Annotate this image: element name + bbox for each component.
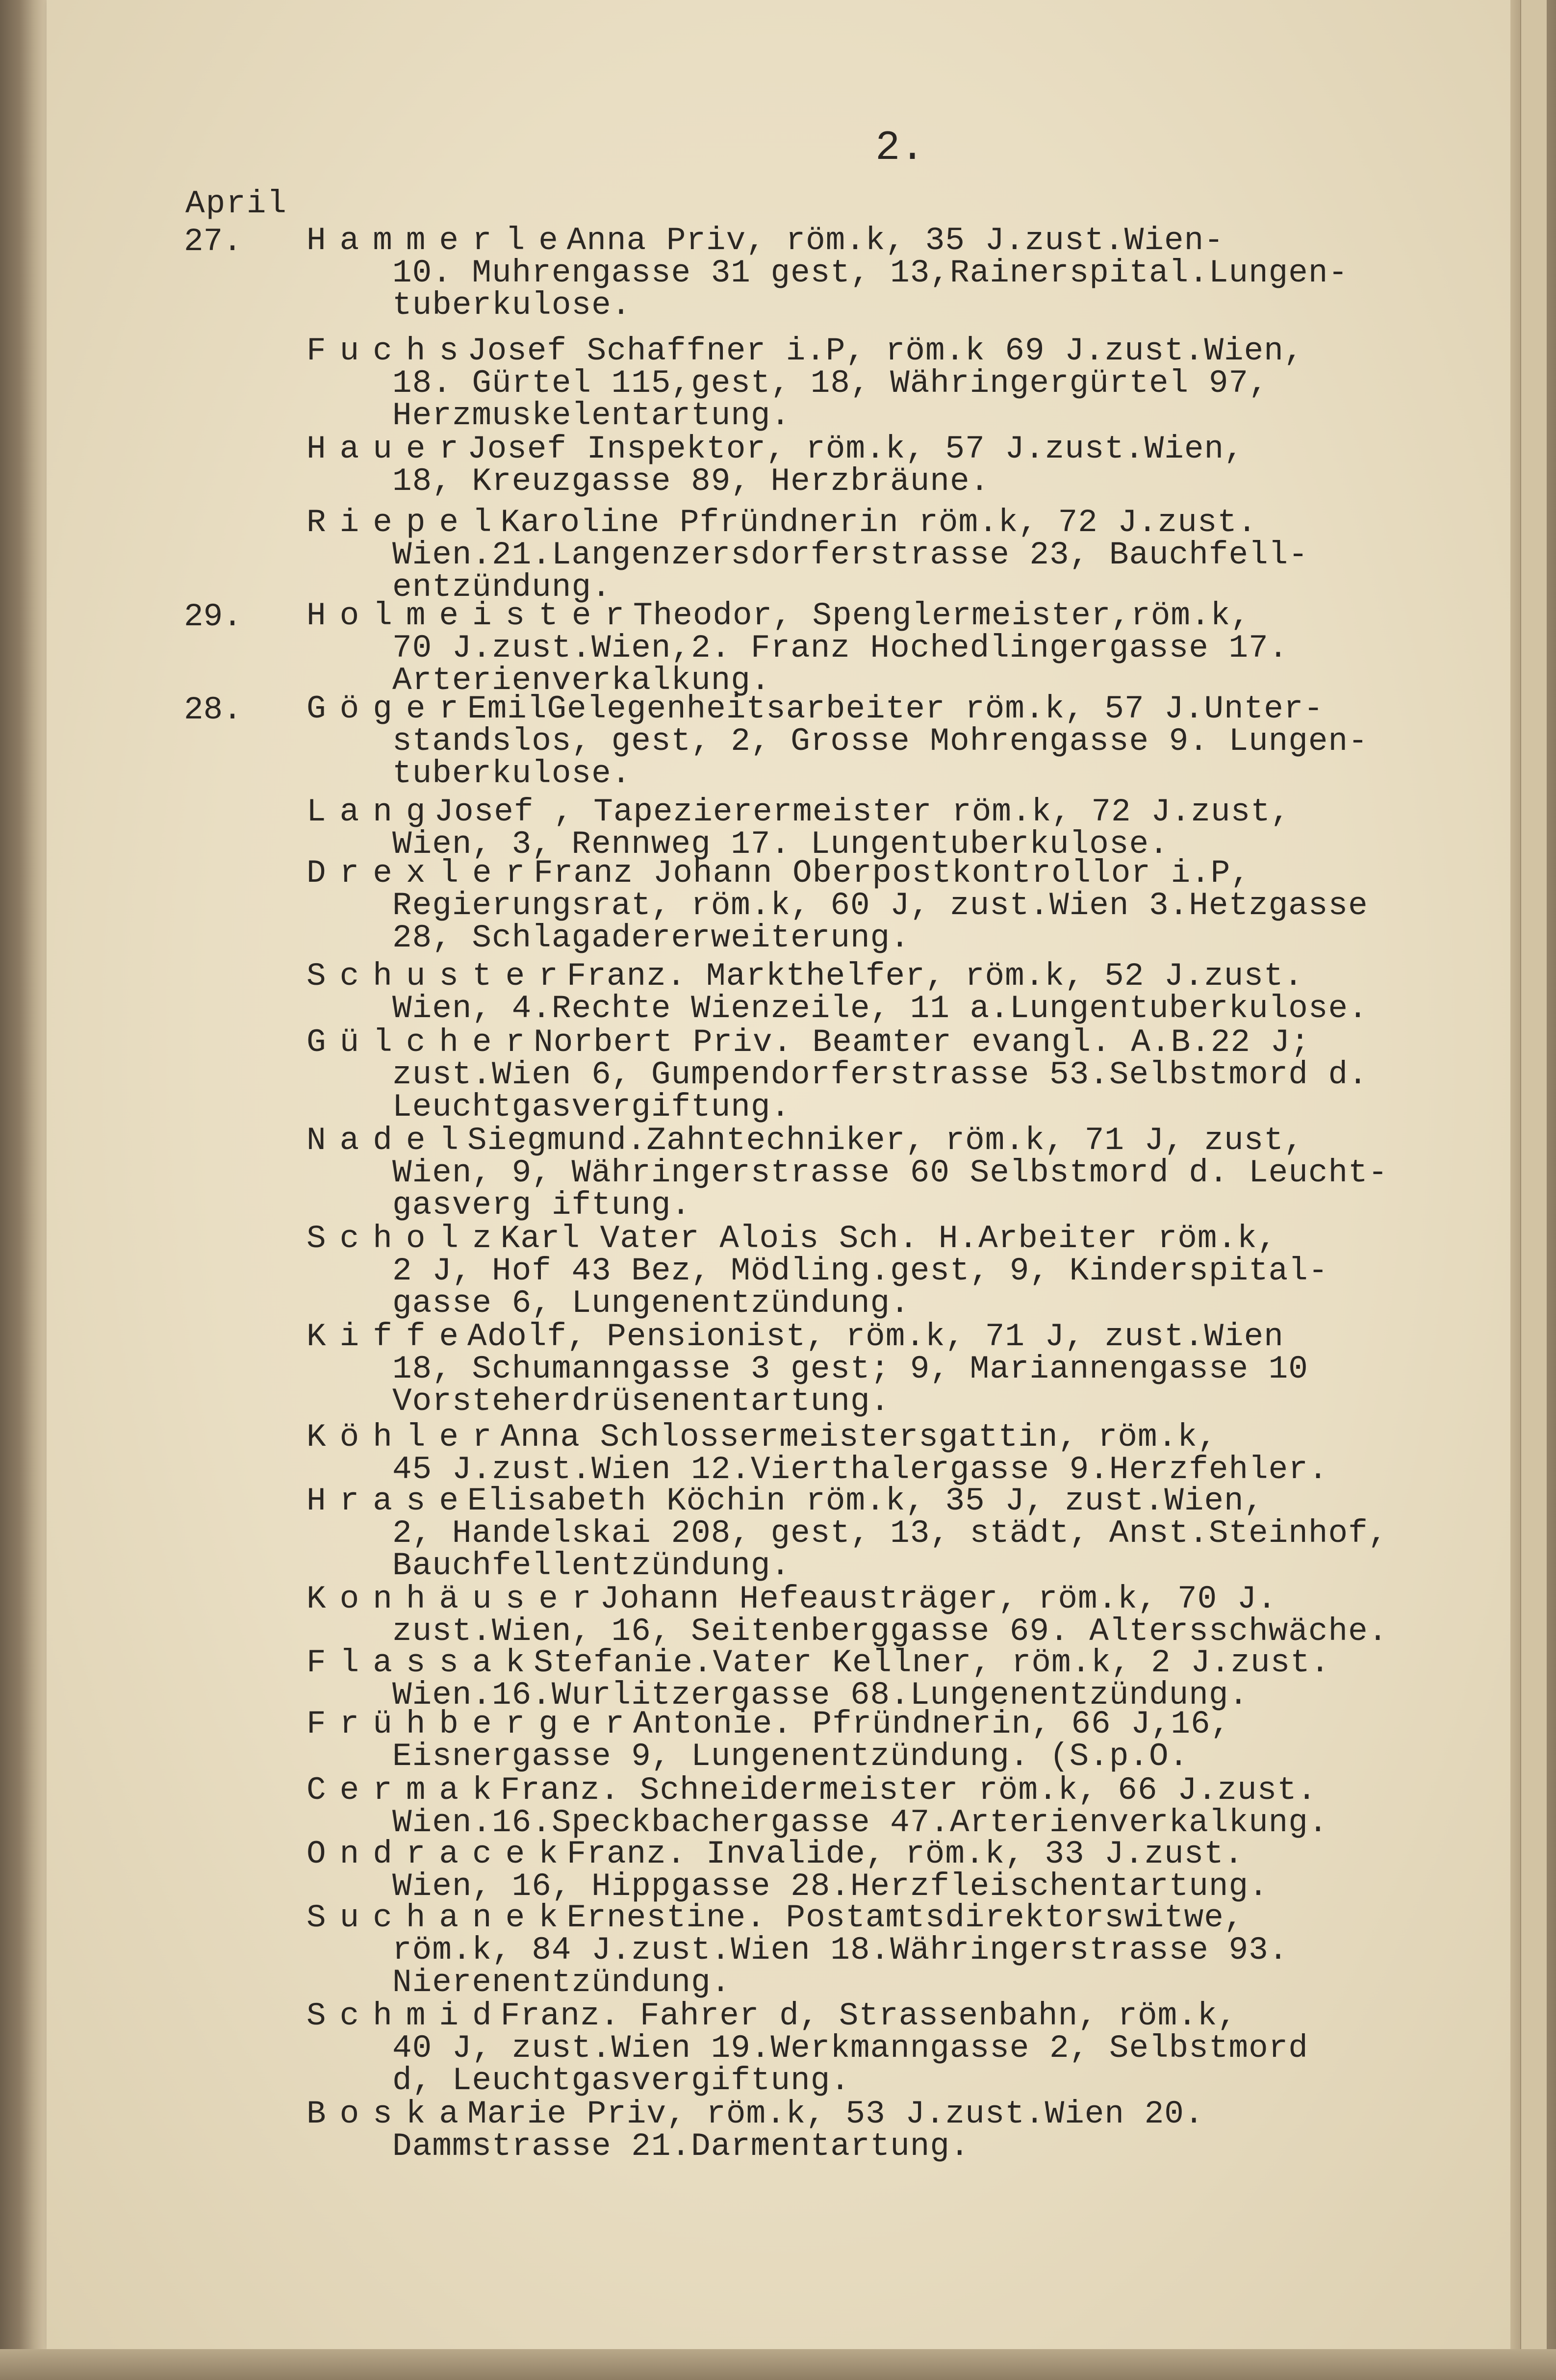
entry-continuation: 70 J.zust.Wien,2. Franz Hochedlingergasse 17. [392, 630, 1289, 666]
entry-details: Antonie. Pfründnerin, 66 J,16, [633, 1706, 1231, 1742]
entry-continuation: Vorsteherdrüsenentartung. [392, 1383, 891, 1420]
entry-details: Josef Schaffner i.P, röm.k 69 J.zust.Wien, [467, 333, 1304, 369]
entry-surname: Köhler [306, 1419, 506, 1456]
entry-details: Karoline Pfründnerin röm.k, 72 J.zust. [500, 504, 1257, 541]
entry-continuation: Bauchfellentzündung. [392, 1547, 791, 1584]
entry-continuation: d, Leuchtgasvergiftung. [392, 2062, 850, 2099]
entry-surname: Göger [306, 691, 473, 727]
entry-continuation: 45 J.zust.Wien 12.Vierthalergasse 9.Herzfehler. [392, 1451, 1328, 1488]
entry-continuation: 40 J, zust.Wien 19.Werkmanngasse 2, Selbstmord [392, 2030, 1308, 2067]
entry-surname: Lang [306, 793, 439, 830]
entry-surname: Hrase [306, 1483, 473, 1519]
entry-details: Franz. Fahrer d, Strassenbahn, röm.k, [500, 1997, 1238, 2034]
entry-details: Franz. Invalide, röm.k, 33 J.zust. [566, 1836, 1244, 1872]
entry-details: Stefanie.Vater Kellner, röm.k, 2 J.zust. [534, 1644, 1330, 1681]
entry-surname: Gülcher [306, 1024, 539, 1061]
entry-details: Theodor, Spenglermeister,röm.k, [633, 597, 1250, 634]
entry-surname: Schmid [306, 1997, 506, 2034]
entry-surname: Hauer [306, 431, 473, 467]
entry-continuation: 18. Gürtel 115,gest, 18, Währingergürtel 97, [392, 365, 1269, 402]
entry-continuation: 18, Schumanngasse 3 gest; 9, Mariannengasse 10 [392, 1351, 1308, 1387]
entry-surname: Cermak [306, 1772, 506, 1809]
entry-continuation: 18, Kreuzgasse 89, Herzbräune. [392, 463, 990, 500]
entry-continuation: Eisnergasse 9, Lungenentzündung. (S.p.O. [392, 1738, 1189, 1775]
entry-continuation: Wien, 4.Rechte Wienzeile, 11 a.Lungentuberkulose. [392, 990, 1368, 1027]
entry-day: 28. [184, 691, 242, 728]
entry-surname: Riepel [306, 504, 506, 541]
book-binding-edge [1510, 0, 1556, 2380]
entry-details: Marie Priv, röm.k, 53 J.zust.Wien 20. [467, 2096, 1204, 2132]
entry-surname: Konhäuser [306, 1581, 605, 1617]
entry-continuation: Wien.21.Langenzersdorferstrasse 23, Bauchfell- [392, 537, 1308, 573]
entry-continuation: Wien, 16, Hippgasse 28.Herzfleischentartung. [392, 1868, 1269, 1905]
entry-details: Siegmund.Zahntechniker, röm.k, 71 J, zust, [467, 1122, 1304, 1159]
entry-details: Anna Schlossermeistersgattin, röm.k, [500, 1419, 1218, 1456]
entry-details: Adolf, Pensionist, röm.k, 71 J, zust.Wien [467, 1318, 1284, 1355]
entry-continuation: entzündung. [392, 569, 612, 606]
entry-surname: Schuster [306, 958, 572, 995]
entry-continuation: Regierungsrat, röm.k, 60 J, zust.Wien 3.Hetzgasse [392, 887, 1368, 924]
entry-details: Franz. Schneidermeister röm.k, 66 J.zust. [500, 1772, 1317, 1809]
entry-continuation: 2 J, Hof 43 Bez, Mödling.gest, 9, Kinderspital- [392, 1253, 1328, 1289]
entry-continuation: Wien, 3, Rennweg 17. Lungentuberkulose. [392, 826, 1169, 863]
entry-continuation: zust.Wien 6, Gumpendorferstrasse 53.Selbstmord d. [392, 1056, 1368, 1093]
entry-details: Karl Vater Alois Sch. H.Arbeiter röm.k, [500, 1220, 1277, 1257]
entry-continuation: Nierenentzündung. [392, 1964, 731, 2001]
entry-surname: Kiffe [306, 1318, 473, 1355]
entry-continuation: 2, Handelskai 208, gest, 13, städt, Anst.Steinhof, [392, 1515, 1388, 1552]
entry-continuation: Dammstrasse 21.Darmentartung. [392, 2128, 970, 2165]
entry-surname: Suchanek [306, 1899, 572, 1936]
entry-continuation: Wien, 9, Währingerstrasse 60 Selbstmord d. Leucht- [392, 1154, 1388, 1191]
entry-continuation: Herzmuskelentartung. [392, 397, 791, 434]
entry-continuation: 10. Muhrengasse 31 gest, 13,Rainerspital.Lungen- [392, 255, 1349, 291]
entry-details: Ernestine. Postamtsdirektorswitwe, [566, 1899, 1244, 1936]
entry-continuation: gasse 6, Lungenentzündung. [392, 1285, 910, 1322]
entry-continuation: tuberkulose. [392, 755, 632, 792]
entry-surname: Frühberger [306, 1706, 638, 1742]
entry-continuation: gasverg iftung. [392, 1187, 691, 1224]
entry-details: Josef Inspektor, röm.k, 57 J.zust.Wien, [467, 431, 1244, 467]
entry-continuation: Wien.16.Wurlitzergasse 68.Lungenentzündung. [392, 1677, 1249, 1714]
entry-surname: Hammerle [306, 222, 572, 259]
entry-surname: Ondracek [306, 1836, 572, 1872]
entry-day: 29. [184, 598, 242, 635]
entry-surname: Boska [306, 2096, 473, 2132]
binding-strip [1520, 0, 1547, 2380]
entry-continuation: standslos, gest, 2, Grosse Mohrengasse 9. Lungen- [392, 723, 1368, 760]
entry-surname: Holmeister [306, 597, 638, 634]
page-bottom-edge [0, 2349, 1556, 2380]
entry-continuation: tuberkulose. [392, 287, 632, 324]
entry-day: 27. [184, 223, 242, 260]
entry-continuation: Leuchtgasvergiftung. [392, 1089, 791, 1126]
entry-details: Anna Priv, röm.k, 35 J.zust.Wien- [566, 222, 1224, 259]
entry-details: Franz. Markthelfer, röm.k, 52 J.zust. [566, 958, 1304, 995]
entry-continuation: zust.Wien, 16, Seitenberggasse 69. Altersschwäche. [392, 1613, 1388, 1650]
month-heading: April [185, 185, 288, 222]
entry-details: Norbert Priv. Beamter evangl. A.B.22 J; [534, 1024, 1310, 1061]
entry-surname: Flassak [306, 1644, 539, 1681]
entry-continuation: Wien.16.Speckbachergasse 47.Arterienverkalkung. [392, 1804, 1328, 1841]
entry-continuation: 28, Schlagadererweiterung. [392, 920, 910, 956]
entry-details: Johann Hefeausträger, röm.k, 70 J. [600, 1581, 1277, 1617]
entry-details: Franz Johann Oberpostkontrollor i.P, [534, 855, 1251, 892]
page-number: 2. [875, 125, 925, 172]
entry-surname: Nadel [306, 1122, 473, 1159]
entry-details: EmilGelegenheitsarbeiter röm.k, 57 J.Unter- [467, 691, 1324, 727]
entry-continuation: röm.k, 84 J.zust.Wien 18.Währingerstrasse 93. [392, 1932, 1289, 1969]
entry-continuation: Arterienverkalkung. [392, 662, 771, 699]
entry-surname: Fuchs [306, 333, 473, 369]
entry-details: Josef , Tapezierermeister röm.k, 72 J.zust, [434, 793, 1291, 830]
entry-surname: Scholz [306, 1220, 506, 1257]
entry-surname: Drexler [306, 855, 539, 892]
entry-details: Elisabeth Köchin röm.k, 35 J, zust.Wien, [467, 1483, 1264, 1519]
